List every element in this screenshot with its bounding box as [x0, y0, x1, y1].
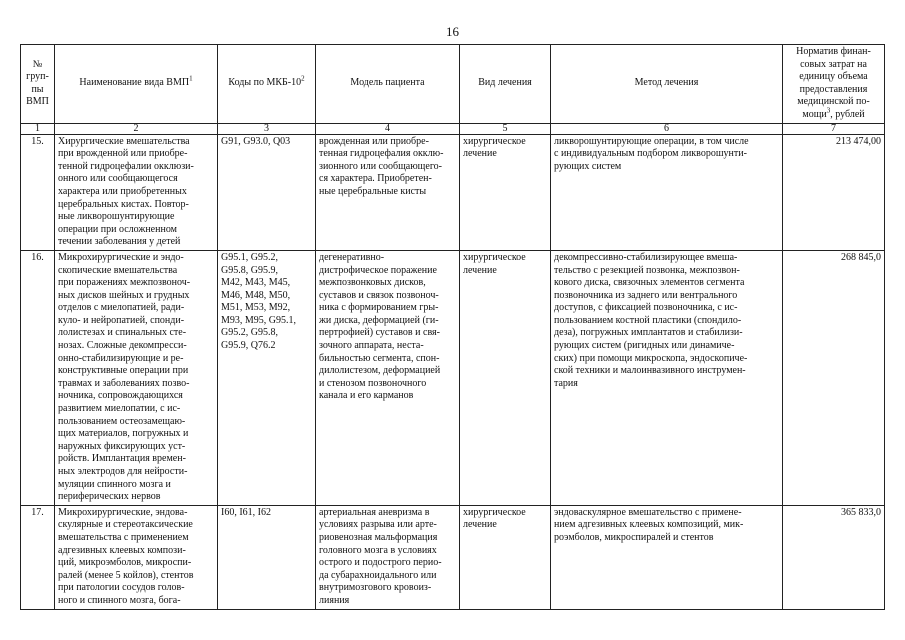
cost-cell: 213 474,00	[783, 134, 885, 250]
group-number-cell: 16.	[21, 250, 55, 505]
table-row	[21, 250, 885, 505]
page-number: 16	[446, 24, 459, 39]
cost-cell: 365 833,0	[783, 505, 885, 609]
patient-model-cell: врожденная или приобре- тенная гидроцефалия окклю- зионного или сообщающего- ся характера. Приобретен- ные церебральные кисты	[316, 134, 460, 250]
patient-model-cell: артериальная аневризма в условиях разрыва или арте- риовенозная мальформация головного мозга в условиях острого и подострого перио- да субарахноидального или внутримозгового кровоиз- лияния	[316, 505, 460, 609]
icd-codes-cell: I60, I61, I62	[218, 505, 316, 609]
cost-cell: 268 845,0	[783, 250, 885, 505]
column-number: 3	[218, 123, 316, 134]
treatment-type-cell: хирургическое лечение	[460, 250, 551, 505]
treatment-type-cell: хирургическое лечение	[460, 505, 551, 609]
group-number-cell: 17.	[21, 505, 55, 609]
header-cost-norm: Норматив финан-совых затрат на единицу объема предоставления медицинской по-мощи$^3$, рублей	[783, 45, 885, 124]
group-number-cell: 15.	[21, 134, 55, 250]
header-icd-codes: Коды по МКБ-$10^2$	[218, 45, 316, 124]
treatment-method-cell: ликворошунтирующие операции, в том числе с индивидуальным подбором ликворошунти- рующих систем	[551, 134, 783, 250]
header-patient-model: Модель пациента	[316, 45, 460, 124]
table-row	[21, 134, 885, 250]
vmp-name-cell: Микрохирургические, эндова- скулярные и стереотаксические вмешательства с применением адгезивных клеевых компози- ций, микроэмболов, микроспи- ралей (менее 5 койлов), стентов при патологии сосудов голов- ного и спинного мозга, бога-	[55, 505, 218, 609]
column-number: 4	[316, 123, 460, 134]
column-number: 7	[783, 123, 885, 134]
column-number-row	[21, 123, 885, 134]
header-treatment-type: Вид лечения	[460, 45, 551, 124]
header-row	[21, 45, 885, 124]
column-number: 2	[55, 123, 218, 134]
vmp-name-cell: Микрохирургические и эндо- скопические вмешательства при поражениях межпозвоноч- ных дисков шейных и грудных отделов с миелопатией, ради- куло- и нейропатией, спонди- лолистезах и спинальных сте- нозах. Сложные декомпресси- онно-стабилизирующие и ре- конструктивные операции при травмах и заболеваниях позво- ночника, сопровождающихся развитием миелопатии, с ис- пользованием остеозамещаю- щих материалов, погружных и наружных фиксирующих уст- ройств. Имплантация времен- ных электродов для нейрости- муляции спинного мозга и периферических нервов	[55, 250, 218, 505]
patient-model-cell: дегенеративно- дистрофическое поражение межпозвонковых дисков, суставов и связок позвоноч- ника с формированием гры- жи диска, деформацией (ги- пертрофией) суставов и свя- зочного аппарата, неста- бильностью сегмента, спон- дилолистезом, деформацией и стенозом позвоночного канала и его карманов	[316, 250, 460, 505]
column-number: 6	[551, 123, 783, 134]
vmp-table	[20, 44, 885, 610]
vmp-name-cell: Хирургические вмешательства при врожденной или приобре- тенной гидроцефалии окклюзи- онного или сообщающегося характера или приобретенных церебральных кистах. Повтор- ные ликворошунтирующие операции при осложненном течении заболевания у детей	[55, 134, 218, 250]
treatment-method-cell: эндоваскулярное вмешательство с примене- нием адгезивных клеевых композиций, мик- роэмболов, микроспиралей и стентов	[551, 505, 783, 609]
column-number: 1	[21, 123, 55, 134]
column-number: 5	[460, 123, 551, 134]
header-treatment-method: Метод лечения	[551, 45, 783, 124]
header-vmp-name: Наименование вида ВМП$^1$	[55, 45, 218, 124]
table-row	[21, 505, 885, 609]
treatment-method-cell: декомпрессивно-стабилизирующее вмеша- тельство с резекцией позвонка, межпозвон- кового диска, связочных элементов сегмента позвоночника из заднего или вентрального доступов, с фиксацией позвоночника, с ис- пользованием костной пластики (спондило- деза), погружных имплантатов и стабилизи- рующих систем (ригидных или динамиче- ских) при помощи микроскопа, эндоскопиче- ской техники и малоинвазивного инструмен- тария	[551, 250, 783, 505]
header-group-number: № груп-пы ВМП	[21, 45, 55, 124]
treatment-type-cell: хирургическое лечение	[460, 134, 551, 250]
icd-codes-cell: G91, G93.0, Q03	[218, 134, 316, 250]
icd-codes-cell: G95.1, G95.2, G95.8, G95.9, M42, M43, M45, M46, M48, M50, M51, M53, M92, M93, M95, G95.1, G95.2, G95.8, G95.9, Q76.2	[218, 250, 316, 505]
